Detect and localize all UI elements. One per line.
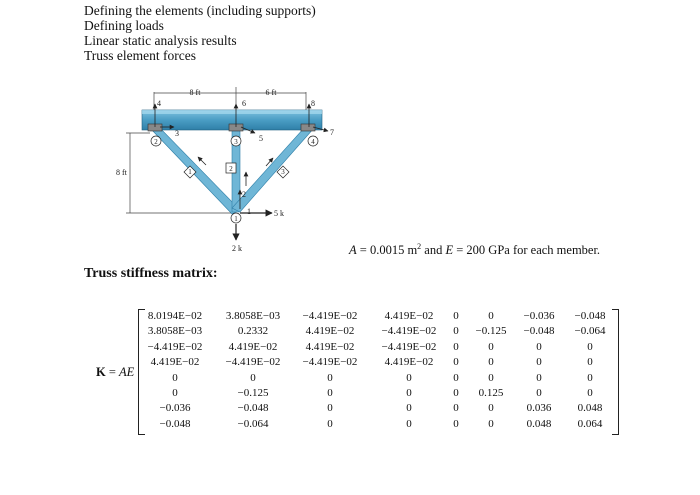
matrix-cell: 0: [327, 417, 333, 430]
matrix-ae-symbol: AE: [119, 365, 135, 379]
matrix-prefix: [96, 365, 134, 380]
dof-label-1: 1: [247, 207, 251, 216]
member-3: [232, 128, 314, 212]
support-plate-4: [301, 124, 315, 131]
matrix-k-symbol: K: [96, 365, 106, 379]
dof-label-6: 6: [242, 99, 246, 108]
matrix-cell: 8.0194E−02: [147, 310, 203, 322]
node-label-3: 3: [234, 138, 238, 146]
matrix-cell: 0: [327, 387, 333, 399]
matrix-cell: 0: [406, 402, 412, 415]
matrix-cell: 3.8058E−03: [147, 325, 203, 338]
matrix-cell: 0: [453, 371, 459, 384]
matrix-cell: 0.064: [577, 417, 603, 430]
matrix-cell: 0: [453, 325, 459, 338]
matrix-cell: 4.419E−02: [305, 325, 355, 338]
height-dimension: [126, 133, 232, 213]
matrix-cell: 0: [488, 417, 494, 430]
dim-height-label: 8 ft: [116, 168, 127, 177]
matrix-cell: −4.419E−02: [381, 340, 437, 353]
intro-line-loads: Defining loads: [84, 18, 164, 33]
matrix-cell: 0.2332: [237, 325, 269, 338]
dim-left-label: 8 ft: [189, 88, 201, 97]
matrix-cell: 3.8058E−03: [225, 310, 281, 322]
matrix-cell: 0: [172, 371, 178, 384]
matrix-cell: 0.036: [526, 402, 552, 415]
matrix-cell: −0.048: [159, 417, 191, 430]
dof-label-2: 2: [242, 190, 246, 199]
dof-label-8: 8: [311, 99, 315, 108]
dof-label-7: 7: [330, 128, 334, 137]
matrix-cell: 0: [453, 310, 459, 322]
matrix-cell: 0: [327, 371, 333, 384]
matrix-cell: 0: [453, 340, 459, 353]
matrix-cell: 0: [488, 340, 494, 353]
matrix-cell: −0.048: [574, 310, 606, 322]
matrix-cell: 0: [488, 402, 494, 415]
dof-label-5: 5: [259, 134, 263, 143]
section-properties-caption: [349, 242, 600, 258]
member-label-1: 1: [188, 168, 192, 176]
node-label-1: 1: [234, 215, 238, 223]
matrix-cell: 0: [488, 356, 494, 369]
matrix-cell: −0.125: [475, 325, 507, 338]
member-label-3: 3: [281, 168, 285, 176]
dof-label-4: 4: [157, 99, 161, 108]
matrix-cell: 4.419E−02: [305, 340, 355, 353]
load-5k-label: 5 k: [274, 209, 284, 218]
matrix-equals: =: [105, 365, 120, 379]
matrix-cell: 0: [172, 387, 178, 399]
matrix-cell: −0.125: [237, 387, 269, 399]
matrix-cell: 0: [587, 356, 593, 369]
matrix-cell: 0: [488, 310, 494, 322]
matrix-cell: 0: [587, 340, 593, 353]
matrix-cell: 0: [536, 340, 542, 353]
matrix-cell: −4.419E−02: [147, 340, 203, 353]
matrix-cell: 0: [453, 402, 459, 415]
matrix-cell: 4.419E−02: [384, 356, 434, 369]
member-label-2: 2: [229, 165, 233, 173]
matrix-cell: 0: [536, 371, 542, 384]
intro-line-forces: Truss element forces: [84, 48, 196, 63]
matrix-cell: 0.048: [526, 417, 552, 430]
area-exponent: 2: [417, 242, 422, 251]
applied-loads: [236, 213, 272, 240]
matrix-cell: 0: [250, 371, 256, 384]
matrix-cell: −4.419E−02: [302, 356, 358, 369]
matrix-cell: −0.036: [523, 310, 555, 322]
matrix-cell: 0: [453, 387, 459, 399]
matrix-cell: 0: [536, 356, 542, 369]
matrix-cell: −0.064: [237, 417, 269, 430]
matrix-cell: 0: [587, 387, 593, 399]
modulus-symbol: E: [445, 243, 454, 258]
caption-and: and: [421, 243, 446, 258]
intro-line-analysis: Linear static analysis results: [84, 33, 237, 48]
dim-right-label: 6 ft: [265, 88, 277, 97]
matrix-cell: −0.048: [237, 402, 269, 415]
node-label-2: 2: [154, 138, 158, 146]
matrix-cell: 0: [406, 387, 412, 399]
matrix-cell: 4.419E−02: [384, 310, 434, 322]
matrix-cell: 0.048: [577, 402, 603, 415]
matrix-cell: 0: [406, 371, 412, 384]
matrix-cell: −0.064: [574, 325, 606, 338]
matrix-cell: −4.419E−02: [381, 325, 437, 338]
matrix-right-bracket: [612, 309, 619, 435]
matrix-cell: −4.419E−02: [302, 310, 358, 322]
intro-line-elements: Defining the elements (including supports): [84, 3, 316, 18]
matrix-cell: −0.048: [523, 325, 555, 338]
matrix-cell: −4.419E−02: [225, 356, 281, 369]
stiffness-matrix-heading: Truss stiffness matrix:: [84, 266, 218, 281]
matrix-cell: 4.419E−02: [150, 356, 200, 369]
matrix-cell: 0: [587, 371, 593, 384]
area-value: = 0.0015 m: [356, 243, 418, 258]
matrix-cell: 0: [453, 417, 459, 430]
matrix-cell: 0: [536, 387, 542, 399]
matrix-cell: −0.036: [159, 402, 191, 415]
area-symbol: A: [349, 243, 357, 258]
modulus-value: = 200 GPa for each member.: [453, 243, 601, 258]
matrix-cell: 0.125: [478, 387, 504, 399]
beam-highlight: [142, 110, 322, 114]
matrix-cell: 0: [327, 402, 333, 415]
matrix-cell: 0: [453, 356, 459, 369]
matrix-cell: 0: [488, 371, 494, 384]
matrix-cell: 4.419E−02: [228, 340, 278, 353]
node-label-4: 4: [311, 138, 315, 146]
matrix-cell: 0: [406, 417, 412, 430]
dof-label-3: 3: [175, 129, 179, 138]
load-2k-label: 2 k: [232, 244, 242, 253]
